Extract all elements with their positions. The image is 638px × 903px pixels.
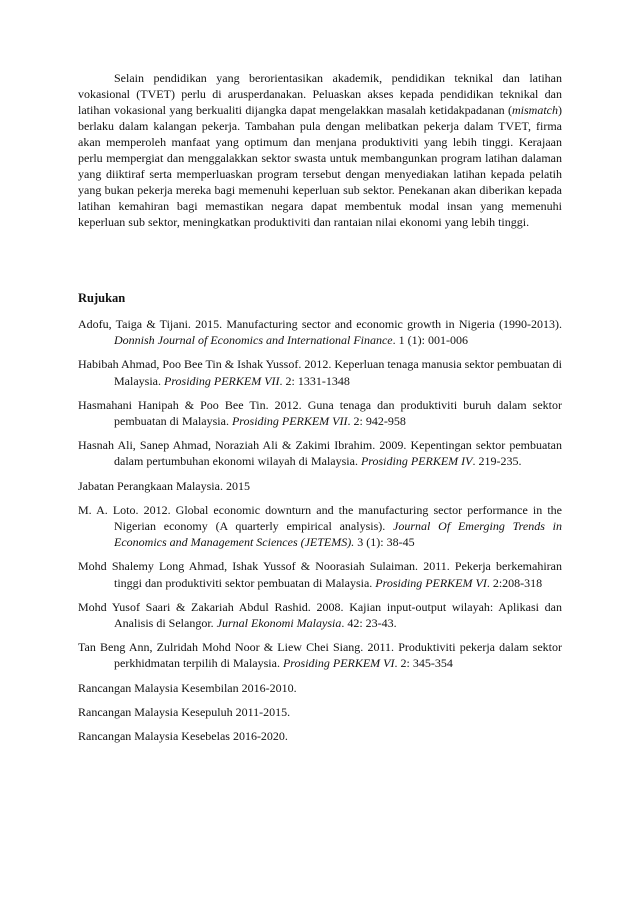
reference-text: Mohd Yusof Saari & Zakariah Abdul Rashid. 2008. Kajian input-output wilayah: Aplikasi dan Analisis di Selangor. (78, 599, 562, 631)
reference-details: . 2: 1331-1348 (279, 373, 350, 388)
reference-text: Hasnah Ali, Sanep Ahmad, Noraziah Ali & Zakimi Ibrahim. 2009. Kepentingan sektor pembuatan dalam pertumbuhan ekonomi wilayah di Malaysia. (78, 438, 562, 469)
reference-details: . 1 (1): 001-006 (392, 333, 468, 348)
reference-details: 3 (1): 38-45 (354, 535, 415, 550)
reference-text: Rancangan Malaysia Kesembilan 2016-2010. (78, 680, 297, 695)
reference-details: . 2:208-318 (486, 575, 543, 590)
reference-text: Adofu, Taiga & Tijani. 2015. Manufacturing sector and economic growth in Nigeria (1990-2013). (78, 317, 562, 331)
reference-item (78, 397, 562, 429)
body-paragraph-italic-term: mismatch (512, 103, 558, 117)
reference-details: . 42: 23-43. (341, 616, 397, 631)
reference-text: Tan Beng Ann, Zulridah Mohd Noor & Liew Chei Siang. 2011. Produktiviti pekerja dalam sektor perkhidmatan terpilih di Malaysia. (78, 640, 562, 671)
reference-item (78, 437, 562, 469)
reference-item (78, 502, 562, 551)
reference-details: . 2: 345-354 (394, 656, 453, 671)
references-heading: Rujukan (78, 291, 126, 305)
reference-item (78, 478, 562, 494)
reference-text: Rancangan Malaysia Kesebelas 2016-2020. (78, 729, 288, 744)
reference-source: Prosiding PERKEM IV (360, 454, 473, 469)
references-list (78, 316, 562, 752)
reference-item (78, 316, 562, 348)
reference-source: Prosiding PERKEM VI (375, 575, 487, 590)
reference-text: M. A. Loto. 2012. Global economic downturn and the manufacturing sector performance in the Nigerian economy (A quarterly empirical analysis). (78, 502, 562, 534)
reference-source: Donnish Journal of Economics and International Finance (114, 333, 393, 348)
reference-text: Jabatan Perangkaan Malaysia. 2015 (78, 478, 250, 493)
reference-source: Journal Of Emerging Trends in Economics and Management Sciences (JETEMS). (114, 519, 562, 550)
reference-text: Habibah Ahmad, Poo Bee Tin & Ishak Yussof. 2012. Keperluan tenaga manusia sektor pembuatan di Malaysia. (78, 357, 562, 388)
reference-item (78, 599, 562, 631)
body-paragraph-text-2: ) berlaku dalam kalangan pekerja. Tambahan pula dengan melibatkan pekerja dalam TVET, firma akan memperoleh manfaat yang optimum dan menjana produktiviti yang lebih tinggi. Kerajaan perlu mempergiat dan menggalakkan sektor swasta untuk membangunkan program latihan dalaman yang diiktiraf serta memperluaskan program tersebut dengan menyediakan latihan kepada pelatih yang bukan pekerja mereka bagi memenuhi keperluan sub sektor. Penekanan akan diberikan kepada latihan kemahiran bagi memastikan negara dapat membentuk modal insan yang memenuhi keperluan sub sektor, meningkatkan produktiviti dan rantaian nilai ekonomi yang lebih tinggi. (78, 103, 562, 229)
reference-source: Prosiding PERKEM VII (164, 373, 280, 388)
reference-source: Prosiding PERKEM VII (231, 414, 348, 429)
reference-text: Rancangan Malaysia Kesepuluh 2011-2015. (78, 704, 291, 719)
body-paragraph (78, 70, 562, 230)
reference-item (78, 558, 562, 590)
reference-details: . 2: 942-958 (347, 414, 406, 429)
reference-item (78, 704, 562, 720)
reference-text: Hasmahani Hanipah & Poo Bee Tin. 2012. Guna tenaga dan produktiviti buruh dalam sektor pembuatan di Malaysia. (78, 397, 562, 429)
reference-source: Prosiding PERKEM VI (282, 656, 395, 671)
body-paragraph-text-1: Selain pendidikan yang berorientasikan akademik, pendidikan teknikal dan latihan vokasional (TVET) perlu di arusperdanakan. Peluaskan akses kepada pendidikan teknikal dan latihan vokasional yang berkualiti dijangka dapat mengelakkan masalah ketidakpadanan ( (78, 71, 562, 117)
reference-item (78, 639, 562, 671)
reference-item (78, 728, 562, 744)
reference-item (78, 680, 562, 696)
reference-text: Mohd Shalemy Long Ahmad, Ishak Yussof & Noorasiah Sulaiman. 2011. Pekerja berkemahiran tinggi dan produktiviti sektor pembuatan di Malaysia. (78, 559, 562, 590)
reference-item (78, 356, 562, 388)
reference-details: . 219-235. (472, 454, 522, 469)
reference-source: Jurnal Ekonomi Malaysia (216, 616, 342, 631)
